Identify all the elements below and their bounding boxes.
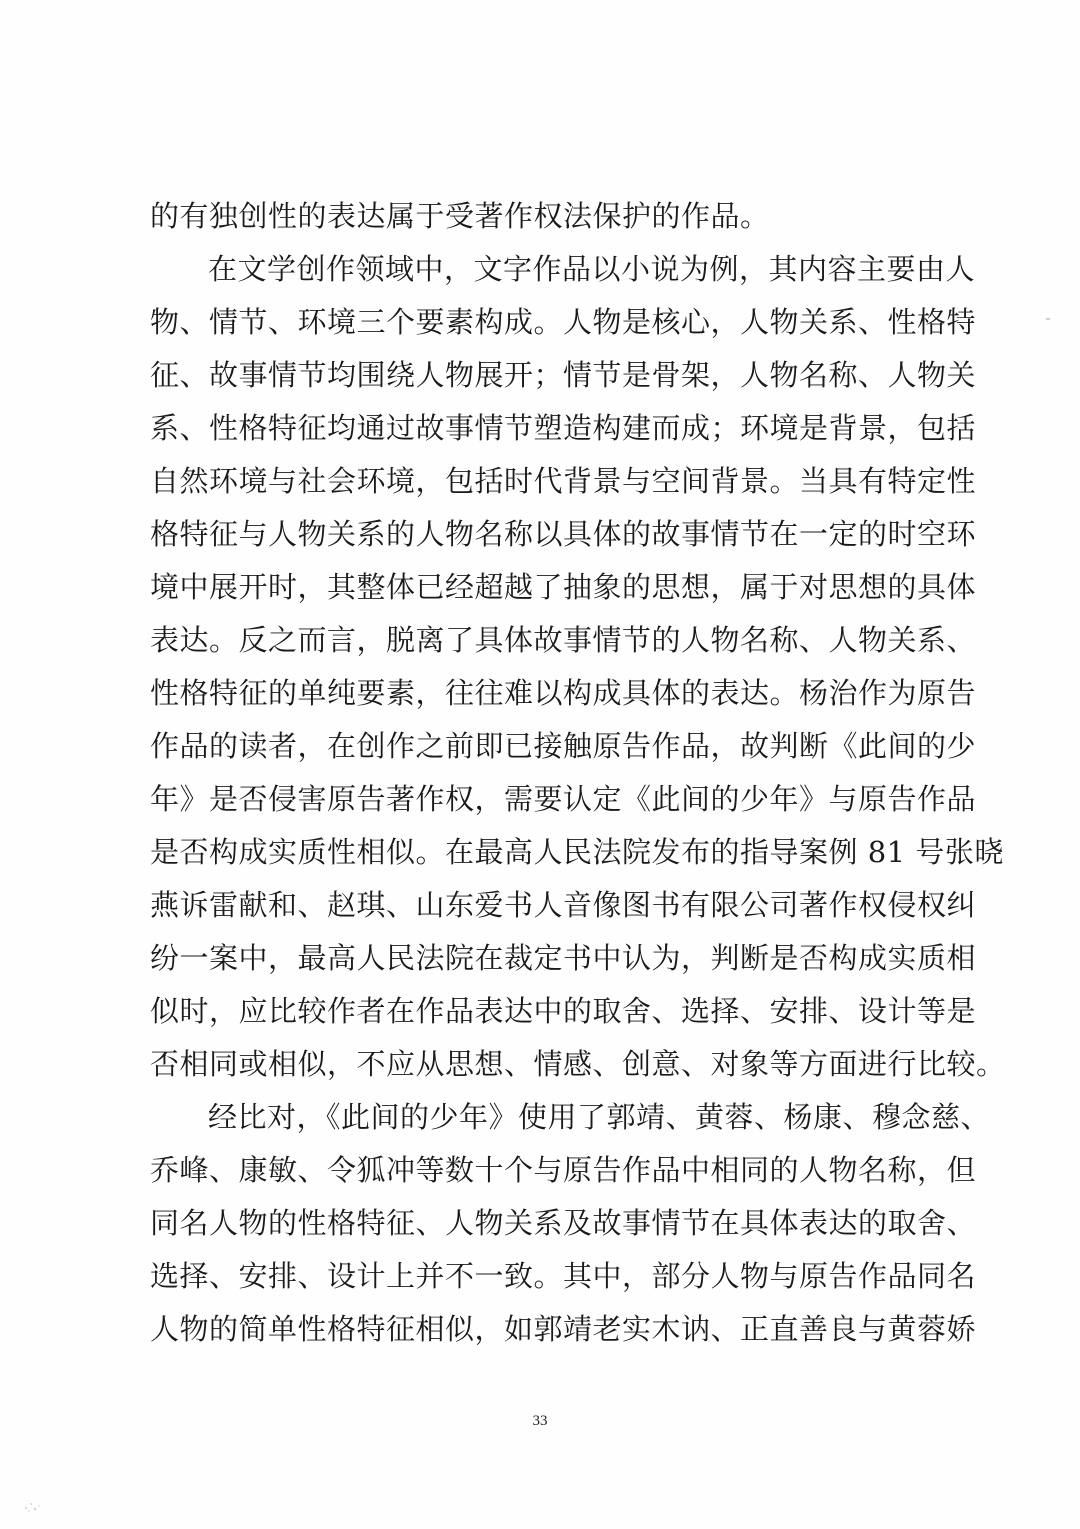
body-text xyxy=(150,190,1006,1356)
text-line: 自然环境与社会环境，包括时代背景与空间背景。当具有特定性 xyxy=(150,464,977,498)
text-line: 选择、安排、设计上并不一致。其中，部分人物与原告作品同名 xyxy=(150,1259,977,1293)
text-line: 乔峰、康敏、令狐冲等数十个与原告作品中相同的人物名称，但 xyxy=(150,1153,977,1187)
text-line: 性格特征的单纯要素，往往难以构成具体的表达。杨治作为原告 xyxy=(150,676,977,710)
text-line: 人物的简单性格特征相似，如郭靖老实木讷、正直善良与黄蓉娇 xyxy=(150,1312,977,1346)
text-line: 物、情节、环境三个要素构成。人物是核心，人物关系、性格特 xyxy=(150,305,977,339)
scan-mark xyxy=(1046,318,1050,320)
text-line: 征、故事情节均围绕人物展开；情节是骨架，人物名称、人物关 xyxy=(150,358,977,392)
text-line: 作品的读者，在创作之前即已接触原告作品，故判断《此间的少 xyxy=(150,729,977,763)
text-line: 燕诉雷献和、赵琪、山东爱书人音像图书有限公司著作权侵权纠 xyxy=(150,888,977,922)
text-line: 在文学创作领域中，文字作品以小说为例，其内容主要由人 xyxy=(208,252,976,286)
scan-artifact-icon xyxy=(20,1488,46,1514)
text-line: 年》是否侵害原告著作权，需要认定《此间的少年》与原告作品 xyxy=(150,782,977,816)
text-line: 经比对，《此间的少年》使用了郭靖、黄蓉、杨康、穆念慈、 xyxy=(208,1100,991,1134)
text-line: 境中展开时，其整体已经超越了抽象的思想，属于对思想的具体 xyxy=(150,570,977,604)
text-line: 是否构成实质性相似。在最高人民法院发布的指导案例 81 号张晓 xyxy=(150,835,1004,869)
text-line: 纷一案中，最高人民法院在裁定书中认为，判断是否构成实质相 xyxy=(150,941,977,975)
text-line: 似时，应比较作者在作品表达中的取舍、选择、安排、设计等是 xyxy=(150,994,977,1028)
text-line: 的有独创性的表达属于受著作权法保护的作品。 xyxy=(150,199,770,233)
text-line: 否相同或相似，不应从思想、情感、创意、对象等方面进行比较。 xyxy=(150,1047,1006,1081)
text-line: 格特征与人物关系的人物名称以具体的故事情节在一定的时空环 xyxy=(150,517,977,551)
text-line: 表达。反之而言，脱离了具体故事情节的人物名称、人物关系、 xyxy=(150,623,977,657)
text-line: 同名人物的性格特征、人物关系及故事情节在具体表达的取舍、 xyxy=(150,1206,977,1240)
page-number: 33 xyxy=(532,1413,548,1429)
text-line: 系、性格特征均通过故事情节塑造构建而成；环境是背景，包括 xyxy=(150,411,977,445)
